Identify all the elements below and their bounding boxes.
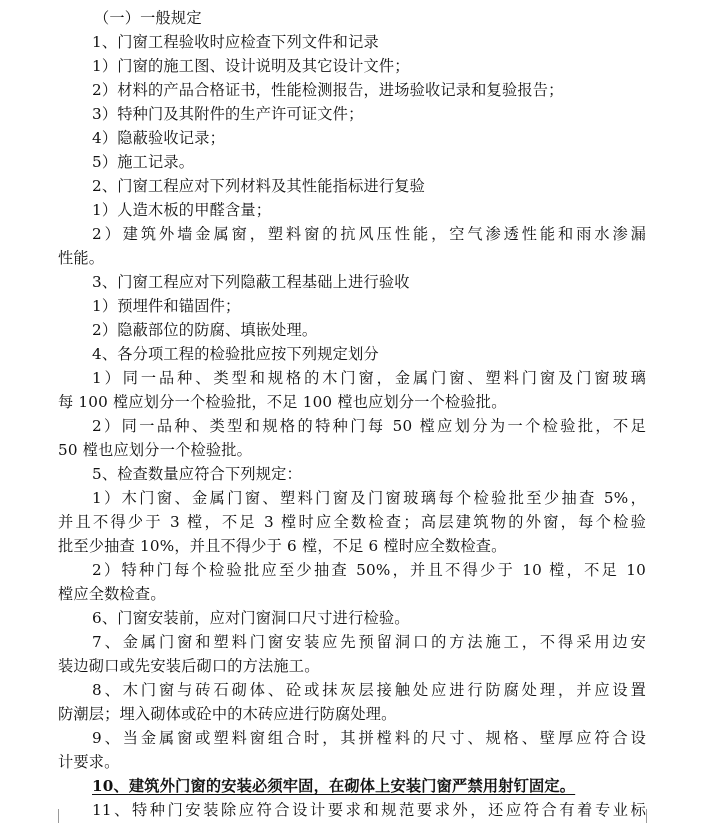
clause-5-item-1-cont-2: 批至少抽查 10%，并且不得少于 6 樘，不足 6 樘时应全数检查。 (58, 537, 507, 555)
clause-9-cont: 计要求。 (58, 753, 120, 771)
clause-7-cont: 装边砌口或先安装后砌口的方法施工。 (58, 657, 320, 675)
clause-5-item-1-cont-1: 并且不得少于 3 樘，不足 3 樘时应全数检查；高层建筑物的外窗，每个检验 (58, 513, 646, 531)
clause-8-cont: 防潮层；埋入砌体或砼中的木砖应进行防腐处理。 (58, 705, 397, 723)
clause-1-item-4: 4）隐蔽验收记录； (92, 129, 225, 147)
page-margin-corner-left (44, 809, 59, 823)
clause-4-item-2: 2）同一品种、类型和规格的特种门每 50 樘应划分为一个检验批，不足 (92, 417, 646, 435)
clause-9: 9、当金属窗或塑料窗组合时，其拼樘料的尺寸、规格、壁厚应符合设 (92, 729, 646, 747)
clause-11: 11、特种门安装除应符合设计要求和规范要求外，还应符合有着专业标 (92, 801, 646, 819)
clause-7: 7、金属门窗和塑料门窗安装应先预留洞口的方法施工，不得采用边安 (92, 633, 646, 651)
clause-1-item-2: 2）材料的产品合格证书，性能检测报告，进场验收记录和复验报告； (92, 81, 564, 99)
clause-1-item-3: 3）特种门及其附件的生产许可证文件； (92, 105, 364, 123)
clause-4-item-2-cont: 50 樘也应划分一个检验批。 (58, 441, 253, 459)
clause-8: 8、木门窗与砖石砌体、砼或抹灰层接触处应进行防腐处理，并应设置 (92, 681, 646, 699)
clause-1-item-1: 1）门窗的施工图、设计说明及其它设计文件； (92, 57, 410, 75)
clause-10-mandatory: 10、建筑外门窗的安装必须牢固，在砌体上安装门窗严禁用射钉固定。 (92, 777, 576, 795)
clause-3-heading: 3、门窗工程应对下列隐蔽工程基础上进行验收 (92, 273, 410, 291)
clause-3-item-1: 1）预埋件和锚固件； (92, 297, 241, 315)
page-margin-corner-right (646, 809, 661, 823)
clause-4-heading: 4、各分项工程的检验批应按下列规定划分 (92, 345, 379, 363)
clause-5-item-2: 2）特种门每个检验批应至少抽查 50%，并且不得少于 10 樘，不足 10 (92, 561, 646, 579)
clause-5-item-2-cont: 樘应全数检查。 (58, 585, 166, 603)
clause-6: 6、门窗安装前，应对门窗洞口尺寸进行检验。 (92, 609, 410, 627)
clause-5-heading: 5、检查数量应符合下列规定： (92, 465, 302, 483)
document-body (58, 6, 646, 822)
clause-1-heading: 1、门窗工程验收时应检查下列文件和记录 (92, 33, 379, 51)
section-heading: （一）一般规定 (94, 9, 202, 27)
clause-2-item-2: 2）建筑外墙金属窗，塑料窗的抗风压性能，空气渗透性能和雨水渗漏 (92, 225, 646, 243)
clause-2-item-2-cont: 性能。 (58, 249, 105, 267)
clause-4-item-1-cont: 每 100 樘应划分一个检验批，不足 100 樘也应划分一个检验批。 (58, 393, 507, 411)
clause-5-item-1: 1）木门窗、金属门窗、塑料门窗及门窗玻璃每个检验批至少抽查 5%， (92, 489, 646, 507)
clause-4-item-1: 1）同一品种、类型和规格的木门窗，金属门窗、塑料门窗及门窗玻璃 (92, 369, 646, 387)
clause-3-item-2: 2）隐蔽部位的防腐、填嵌处理。 (92, 321, 318, 339)
clause-1-item-5: 5）施工记录。 (92, 153, 195, 171)
clause-2-heading: 2、门窗工程应对下列材料及其性能指标进行复验 (92, 177, 426, 195)
clause-2-item-1: 1）人造木板的甲醛含量； (92, 201, 272, 219)
